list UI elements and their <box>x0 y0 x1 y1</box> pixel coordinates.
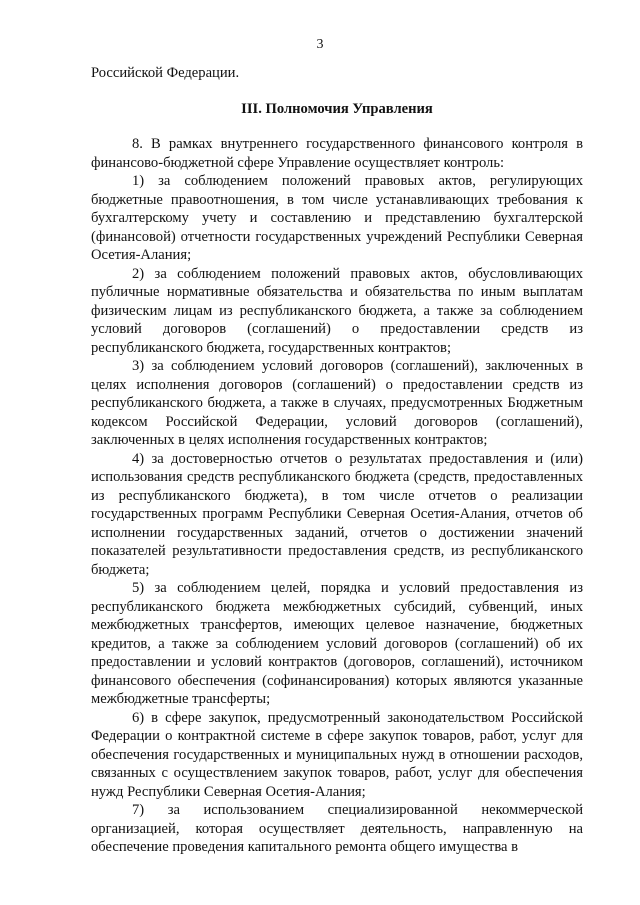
paragraph-item-7: 7) за использованием специализированной некоммерческой организацией, которая осуществляет деятельность, направленную на обеспечение проведения капитального ремонта общего имущества в <box>91 802 583 855</box>
paragraph-item-6: 6) в сфере закупок, предусмотренный законодательством Российской Федерации о контрактной системе в сфере закупок товаров, работ, услуг для обеспечения государственных и муниципальных нужд в отношении расходов, связанных с осуществлением закупок товаров, работ, услуг для обеспечения нужд Республики Северная Осетия-Алания; <box>91 709 583 800</box>
paragraph-item-1: 1) за соблюдением положений правовых актов, регулирующих бюджетные правоотношения, в том числе устанавливающих требования к бухгалтерскому учету и составлению и представлению бухгалтерской (финансовой) отчетности государственных учреждений Республики Северная Осетия-Алания; <box>91 173 583 263</box>
page-number: 3 <box>316 37 324 52</box>
paragraph-item-2: 2) за соблюдением положений правовых актов, обусловливающих публичные нормативные обязательства и обязательства по иным выплатам физическим лицам из республиканского бюджета, а также за соблюдением условий договоров (соглашений) о предоставлении средств из республиканского бюджета, государственных контрактов; <box>91 265 583 356</box>
paragraph-item-3: 3) за соблюдением условий договоров (соглашений), заключенных в целях исполнения договоров (соглашений) о предоставлении средств из республиканского бюджета, а также в случаях, предусмотренных Бюджетным кодексом Российской Федерации, условий договоров (соглашений), заключенных в целях исполнения государственных контрактов; <box>91 358 583 448</box>
document-body <box>91 64 583 857</box>
section-heading: III. Полномочия Управления <box>241 100 433 117</box>
paragraph-8: 8. В рамках внутреннего государственного финансового контроля в финансово-бюджетной сфере Управление осуществляет контроль: <box>91 136 583 171</box>
continuation-text: Российской Федерации. <box>91 65 240 81</box>
paragraph-item-5: 5) за соблюдением целей, порядка и условий предоставления из республиканского бюджета межбюджетных субсидий, субвенций, иных межбюджетных трансфертов, имеющих целевое назначение, бюджетных кредитов, а также за соблюдением условий договоров (соглашений) об их предоставлении и условий контрактов (договоров, соглашений), источником финансового обеспечения (софинансирования) которых являются указанные межбюджетные трансферты; <box>91 580 583 707</box>
paragraph-item-4: 4) за достоверностью отчетов о результатах предоставления и (или) использования средств республиканского бюджета (средств, предоставленных из республиканского бюджета), в том числе отчетов о реализации государственных программ Республики Северная Осетия-Алания, отчетов об исполнении государственных заданий, отчетов о достижении значений показателей результативности предоставления средств, из республиканского бюджета; <box>91 450 583 578</box>
